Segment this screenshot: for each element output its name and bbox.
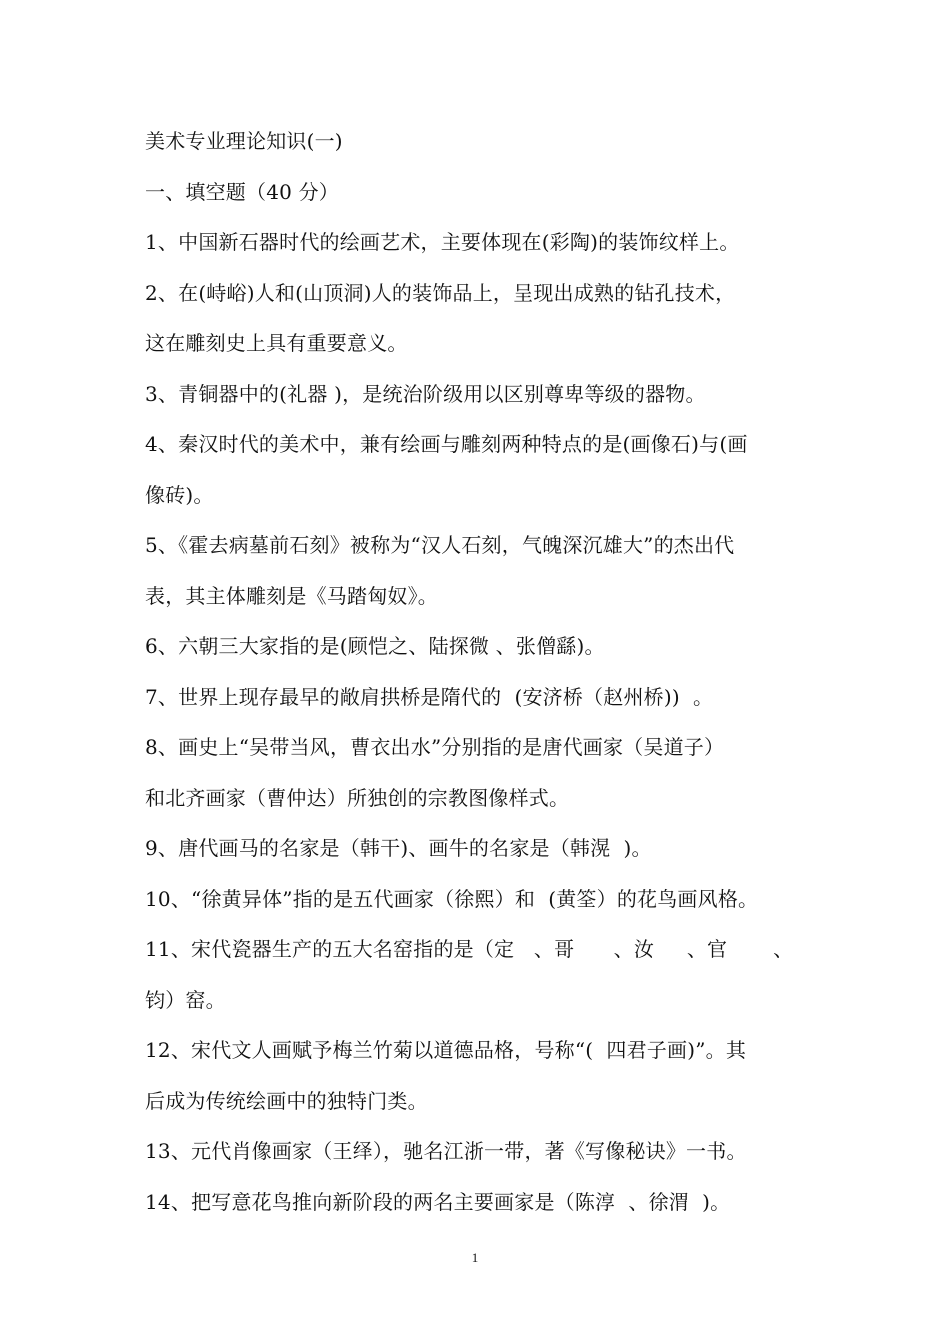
text-line: 14、把写意花鸟推向新阶段的两名主要画家是（陈淳 、徐渭 )。: [145, 1189, 731, 1214]
document-body: [145, 116, 815, 1227]
text-line: 像砖)。: [145, 482, 214, 507]
text-line: 8、画史上“吴带当风，曹衣出水”分别指的是唐代画家（吴道子）: [145, 735, 725, 759]
text-line: 1、中国新石器时代的绘画艺术，主要体现在(彩陶)的装饰纹样上。: [145, 230, 740, 254]
document-title: 美术专业理论知识(一): [145, 129, 343, 153]
text-line: 5、《霍去病墓前石刻》被称为“汉人石刻，气魄深沉雄大”的杰出代: [145, 533, 735, 557]
page-number: 1: [471, 1250, 479, 1265]
text-line: 和北齐画家（曹仲达）所独创的宗教图像样式。: [145, 785, 570, 810]
text-line: 表，其主体雕刻是《马踏匈奴》。: [145, 583, 438, 608]
text-line: 7、世界上现存最早的敞肩拱桥是隋代的 (安济桥（赵州桥)) 。: [145, 684, 714, 709]
text-line: 11、宋代瓷器生产的五大名窑指的是（定 、哥 、汝 、官 、: [145, 937, 794, 961]
text-line: 10、“徐黄异体”指的是五代画家（徐熙）和 (黄筌）的花鸟画风格。: [145, 886, 759, 911]
text-line: 4、秦汉时代的美术中，兼有绘画与雕刻两种特点的是(画像石)与(画: [145, 432, 748, 456]
text-line: 后成为传统绘画中的独特门类。: [145, 1088, 428, 1113]
text-line: 13、元代肖像画家（王绎），驰名江浙一带，著《写像秘诀》一书。: [145, 1139, 747, 1163]
text-line: 12、宋代文人画赋予梅兰竹菊以道德品格，号称“( 四君子画)”。其: [145, 1038, 747, 1062]
text-line: 2、在(峙峪)人和(山顶洞)人的装饰品上，呈现出成熟的钻孔技术，: [145, 280, 736, 305]
section-heading: 一、填空题（40 分）: [145, 179, 340, 204]
text-line: 这在雕刻史上具有重要意义。: [145, 331, 408, 355]
text-line: 钧）窑。: [145, 987, 226, 1012]
text-line: 6、六朝三大家指的是(顾恺之、陆探微 、张僧繇)。: [145, 634, 605, 658]
text-line: 9、唐代画马的名家是（韩干)、画牛的名家是（韩滉 )。: [145, 836, 652, 860]
text-line: 3、青铜器中的(礼器 )，是统治阶级用以区别尊卑等级的器物。: [145, 381, 706, 406]
